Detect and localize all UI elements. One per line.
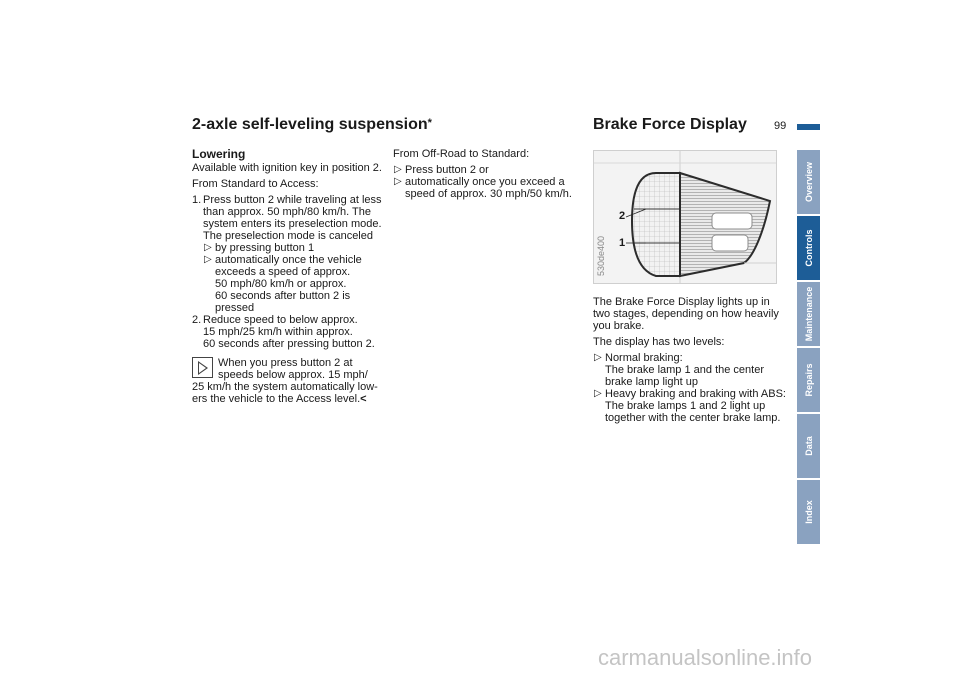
bullet-line: Heavy braking and braking with ABS: <box>605 388 786 400</box>
brake-bullet-heavy <box>593 388 788 424</box>
step-2-number: 2. <box>192 314 202 326</box>
column-offroad <box>393 148 583 200</box>
note-play-icon <box>192 357 213 378</box>
offroad-bullet-a <box>393 164 583 176</box>
bullet-line: together with the center brake lamp. <box>605 412 781 424</box>
bullet-triangle-icon: ▷ <box>204 254 212 265</box>
section-title-brake-force-display: Brake Force Display <box>593 116 747 133</box>
step-1 <box>192 194 387 314</box>
watermark: carmanualsonline.info <box>598 645 813 670</box>
bullet-line: 60 seconds after button 2 is <box>215 290 351 302</box>
note-line: When you press button 2 at <box>218 357 353 369</box>
callout-1: 1 <box>619 237 626 249</box>
para-line: you brake. <box>593 320 645 332</box>
bullet-line: automatically once the vehicle <box>215 254 362 266</box>
bullet-line: by pressing button 1 <box>215 242 315 254</box>
step-2-line: Reduce speed to below approx. <box>203 314 358 326</box>
bullet-triangle-icon: ▷ <box>204 242 212 253</box>
side-tab-maintenance[interactable]: Maintenance <box>797 282 820 346</box>
step-2 <box>192 314 387 350</box>
offroad-heading: From Off-Road to Standard: <box>393 148 530 160</box>
side-tab-index[interactable]: Index <box>797 480 820 544</box>
note-line: 25 km/h the system automatically low- <box>192 381 378 393</box>
step-1-bullet-a <box>203 242 387 254</box>
note-line-last: ers the vehicle to the Access level.< <box>192 393 367 405</box>
brake-para-2: The display has two levels: <box>593 336 725 348</box>
bullet-line: speed of approx. 30 mph/50 km/h. <box>405 188 572 200</box>
side-tab-controls[interactable]: Controls <box>797 216 820 280</box>
para-line: The Brake Force Display lights up in <box>593 296 770 308</box>
bullet-line: The brake lamps 1 and 2 light up <box>605 400 766 412</box>
brake-para-1 <box>593 296 788 332</box>
brake-bullet-normal <box>593 352 788 388</box>
end-mark-icon: < <box>360 393 367 405</box>
bullet-line: automatically once you exceed a <box>405 176 565 188</box>
step-2-line: 15 mph/25 km/h within approx. <box>203 326 353 338</box>
column-brake-force <box>593 296 788 424</box>
step-1-number: 1. <box>192 194 202 206</box>
side-tab-repairs[interactable]: Repairs <box>797 348 820 412</box>
from-standard-label: From Standard to Access: <box>192 178 319 190</box>
bullet-line: The brake lamp 1 and the center <box>605 364 764 376</box>
bullet-line: exceeds a speed of approx. <box>215 266 351 278</box>
step-1-line: than approx. 50 mph/80 km/h. The <box>203 206 371 218</box>
bullet-line: Press button 2 or <box>405 164 489 176</box>
side-tab-data[interactable]: Data <box>797 414 820 478</box>
bullet-triangle-icon: ▷ <box>594 388 602 399</box>
figure-code: 530de400 <box>596 235 606 276</box>
step-1-line: Press button 2 while traveling at less <box>203 194 382 206</box>
page-number: 99 <box>774 120 787 132</box>
bullet-line: 50 mph/80 km/h or approx. <box>215 278 347 290</box>
bullet-triangle-icon: ▷ <box>394 176 402 187</box>
bullet-line: brake lamp light up <box>605 376 698 388</box>
step-2-line: 60 seconds after pressing button 2. <box>203 338 375 350</box>
step-1-line: The preselection mode is canceled <box>203 230 373 242</box>
side-tab-overview[interactable]: Overview <box>797 150 820 214</box>
column-lowering <box>192 148 387 405</box>
note-line: speeds below approx. 15 mph/ <box>218 369 368 381</box>
lowering-intro: Available with ignition key in position 2. <box>192 162 382 174</box>
note-box <box>192 357 387 405</box>
optional-equipment-star: * <box>427 117 432 129</box>
offroad-bullet-b <box>393 176 583 200</box>
bullet-line: Normal braking: <box>605 352 683 364</box>
section-title-suspension: 2-axle self-leveling suspension* <box>192 116 432 133</box>
bullet-triangle-icon: ▷ <box>394 164 402 175</box>
bullet-triangle-icon: ▷ <box>594 352 602 363</box>
page-number-bar <box>797 124 820 130</box>
step-1-line: system enters its preselection mode. <box>203 218 382 230</box>
callout-2: 2 <box>619 210 626 222</box>
lowering-heading: Lowering <box>192 147 246 161</box>
step-1-bullet-b <box>203 254 387 314</box>
bullet-line: pressed <box>215 302 255 314</box>
para-line: two stages, depending on how heavily <box>593 308 779 320</box>
